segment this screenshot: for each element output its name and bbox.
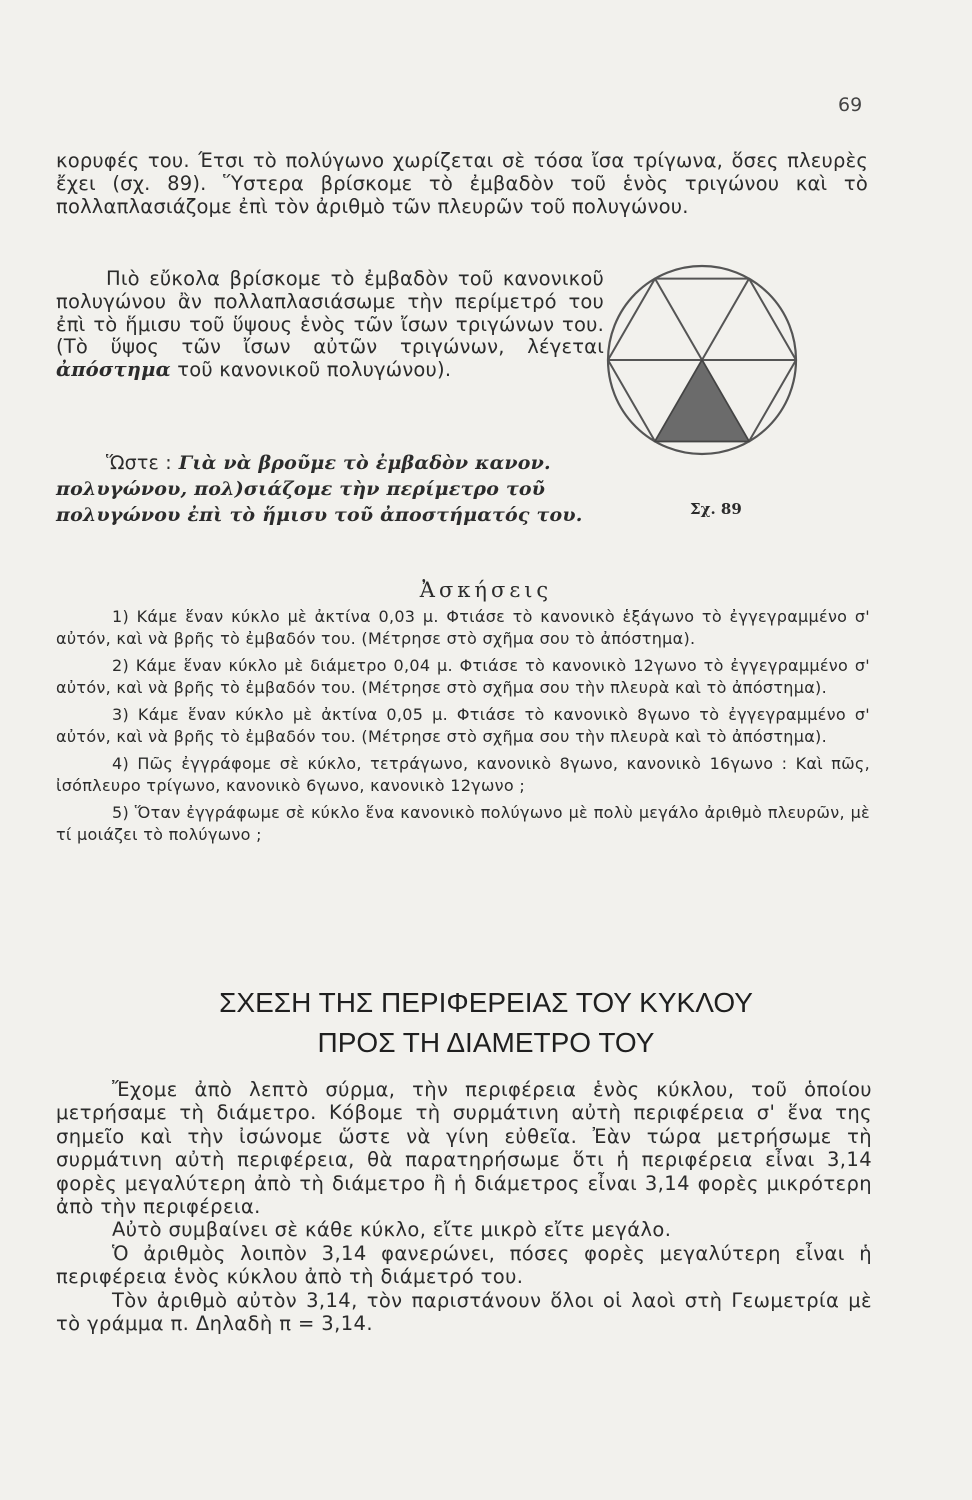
intro-tail: τοῦ κανονικοῦ πολυγώνου).: [177, 358, 452, 382]
page-number: 69: [838, 94, 863, 116]
section-title: [0, 983, 972, 1063]
inscribed-hexagon-figure: [605, 240, 800, 480]
conclusion-text: Γιὰ νὰ βροῦμε τὸ ἐμβαδὸν κανον. πολυγώνου, πολ)σιάζομε τὴν περίμετρο τοῦ πολυγώνου ἐπὶ τὸ ἥμισυ τοῦ ἀποστήματός του.: [56, 452, 583, 526]
body-text: [56, 1078, 872, 1335]
exercises-title: Ἀσκήσεις: [419, 578, 553, 602]
body-paragraph: Ἔχομε ἀπὸ λεπτὸ σύρμα, τὴν περιφέρεια ἑνὸς κύκλου, τοῦ ὁποίου μετρήσαμε τὴ διάμετρο. Κόβομε τὴ συρμάτινη αὐτὴ περιφέρεια σ' ἕνα της σημεῖο καὶ τὴν ἰσώνομε ὥστε νὰ γίνη εὐθεῖα. Ἐὰν τώρα μετρήσωμε τὴ συρμάτινη αὐτὴ περιφέρεια, θὰ παρατηρήσωμε ὅτι ἡ περιφέρεια εἶναι 3,14 φορὲς μεγαλύτερη ἀπὸ τὴ διάμετρο ἢ ἡ διάμετρος εἶναι 3,14 φορὲς μικρότερη ἀπὸ τὴν περιφέρεια.: [56, 1078, 872, 1219]
conclusion: [56, 450, 604, 528]
exercises-list: [56, 606, 870, 851]
intro-term: ἀπόστημα: [56, 358, 171, 382]
conclusion-lead: Ὥστε :: [106, 452, 172, 474]
exercise-item: 1) Κάμε ἕναν κύκλο μὲ ἀκτίνα 0,03 μ. Φτιάσε τὸ κανονικὸ ἑξάγωνο τὸ ἐγγεγραμμένο σ' αὐτόν, καὶ νὰ βρῆς τὸ ἐμβαδόν του. (Μέτρησε στὸ σχῆμα σου τὸ ἀπόστημα).: [56, 607, 870, 648]
top-paragraph: [56, 150, 868, 218]
top-paragraph-text: κορυφές του. Έτσι τὸ πολύγωνο χωρίζεται σὲ τόσα ἴσα τρίγωνα, ὅσες πλευρὲς ἔχει (σχ. 89). Ὕστερα βρίσκομε τὸ ἐμβαδὸν τοῦ ἑνὸς τριγώνου καὶ τὸ πολλαπλασιάζομε ἐπὶ τὸν ἀριθμὸ τῶν πλευρῶν τοῦ πολυγώνου.: [56, 149, 868, 218]
exercise-item: 3) Κάμε ἕναν κύκλο μὲ ἀκτίνα 0,05 μ. Φτιάσε τὸ κανονικὸ 8γωνο τὸ ἐγγεγραμμένο σ' αὐτόν, καὶ νὰ βρῆς τὸ ἐμβαδόν του. (Μέτρησε στὸ σχῆμα σου τὴν πλευρὰ καὶ τὸ ἀπόστημα).: [56, 705, 870, 746]
body-paragraph: Ὁ ἀριθμὸς λοιπὸν 3,14 φανερώνει, πόσες φορὲς μεγαλύτερη εἶναι ἡ περιφέρεια ἑνὸς κύκλου ἀπὸ τὴ διάμετρό του.: [56, 1241, 872, 1289]
intro-paragraph: [56, 268, 604, 382]
body-paragraph: Αὐτὸ συμβαίνει σὲ κάθε κύκλο, εἴτε μικρὸ εἴτε μεγάλο.: [112, 1218, 672, 1242]
exercise-item: 4) Πῶς ἐγγράφομε σὲ κύκλο, τετράγωνο, κανονικὸ 8γωνο, κανονικὸ 16γωνο : Καὶ πῶς, ἰσόπλευρο τρίγωνο, κανονικὸ 6γωνο, κανονικὸ 12γωνο ;: [56, 754, 870, 795]
exercise-item: 5) Ὅταν ἐγγράφωμε σὲ κύκλο ἕνα κανονικὸ πολύγωνο μὲ πολὺ μεγάλο ἀριθμὸ πλευρῶν, μὲ τί μοιάζει τὸ πολύγωνο ;: [56, 803, 870, 844]
section-title-line-1: ΣΧΕΣΗ ΤΗΣ ΠΕΡΙΦΕΡΕΙΑΣ ΤΟΥ ΚΥΚΛΟΥ: [219, 987, 753, 1018]
figure-caption: Σχ. 89: [690, 500, 742, 518]
intro-text: Πιὸ εὔκολα βρίσκομε τὸ ἐμβαδὸν τοῦ κανονικοῦ πολυγώνου ἂν πολλαπλασιάσωμε τὴν περίμετρό του ἐπὶ τὸ ἥμισυ τοῦ ὕψους ἑνὸς τῶν ἴσων τριγώνων του. (Τὸ ὕψος τῶν ἴσων αὐτῶν τριγώνων, λέγεται: [56, 267, 604, 359]
body-paragraph: Τὸν ἀριθμὸ αὐτὸν 3,14, τὸν παριστάνουν ὅλοι οἱ λαοὶ στὴ Γεωμετρία μὲ τὸ γράμμα π. Δηλαδὴ π = 3,14.: [56, 1288, 872, 1336]
section-title-line-2: ΠΡΟΣ ΤΗ ΔΙΑΜΕΤΡΟ ΤΟΥ: [317, 1027, 655, 1058]
shaded-triangle: [655, 360, 749, 441]
exercise-item: 2) Κάμε ἕναν κύκλο μὲ διάμετρο 0,04 μ. Φτιάσε τὸ κανονικὸ 12γωνο τὸ ἐγγεγραμμένο σ' αὐτόν, καὶ νὰ βρῆς τὸ ἐμβαδόν του. (Μέτρησε στὸ σχῆμα σου τὴν πλευρὰ καὶ τὸ ἀπόστημα).: [56, 656, 870, 697]
